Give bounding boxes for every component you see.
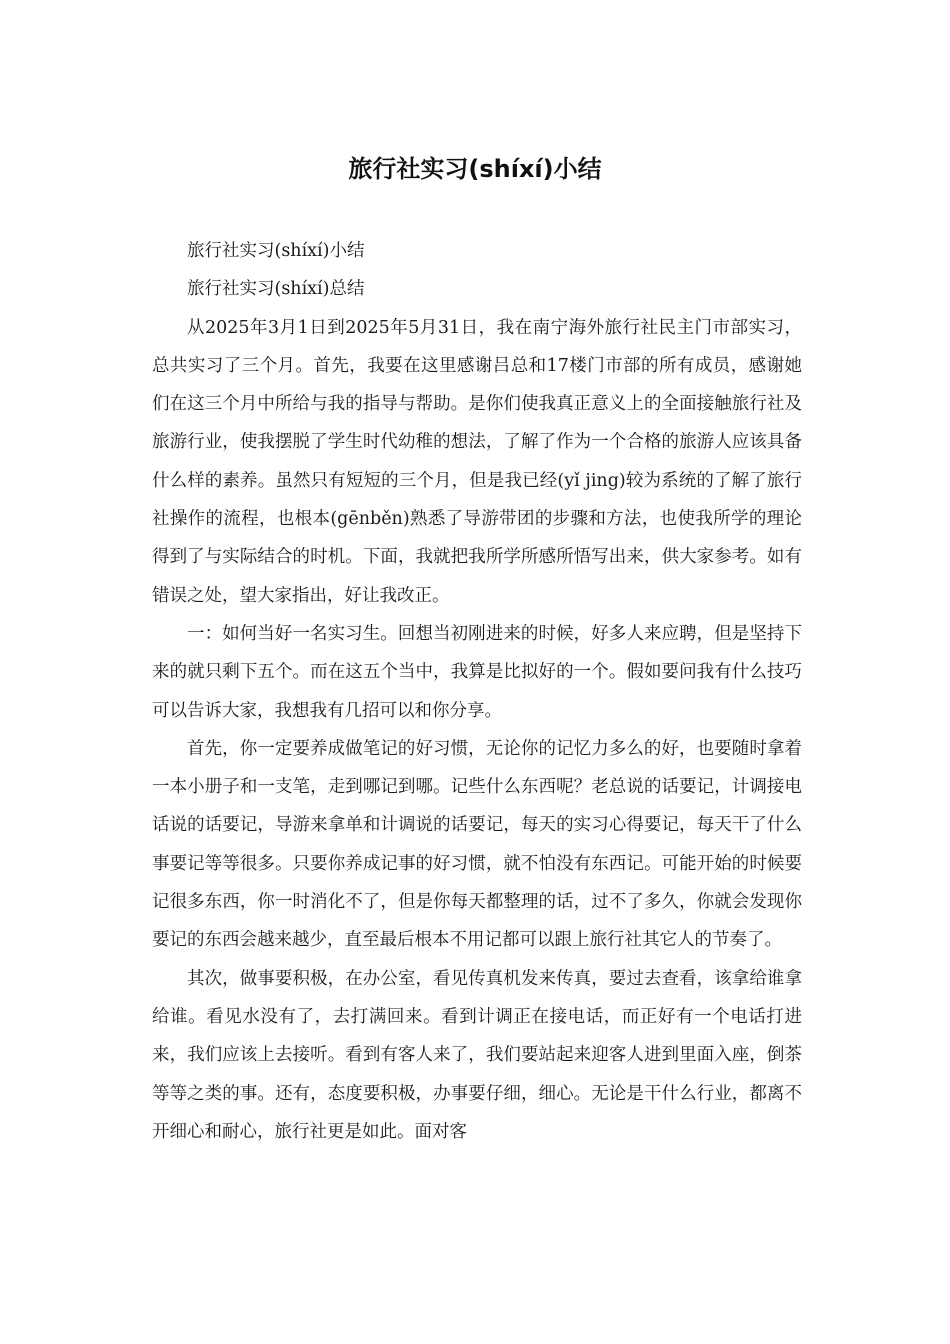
paragraph-subtitle-total: 旅行社实习(shíxí)总结: [187, 279, 365, 300]
document-body: [152, 232, 802, 1151]
paragraph-introduction: 从2025年3月1日到2025年5月31日，我在南宁海外旅行社民主门市部实习，总共实习了三个月。首先，我要在这里感谢吕总和17楼门市部的所有成员，感谢她们在这三个月中所给与我的指导与帮助。是你们使我真正意义上的全面接触旅行社及旅游行业，使我摆脱了学生时代幼稚的想法，了解了作为一个合格的旅游人应该具备什么样的素养。虽然只有短短的三个月，但是我已经(yǐ jing)较为系统的了解了旅行社操作的流程，也根本(gēnběn)熟悉了导游带团的步骤和方法，也使我所学的理论得到了与实际结合的时机。下面，我就把我所学所感所悟写出来，供大家参考。如有错误之处，望大家指出，好让我改正。: [152, 317, 802, 606]
paragraph-section-one: 一：如何当好一名实习生。回想当初刚进来的时候，好多人来应聘，但是坚持下来的就只剩下五个。而在这五个当中，我算是比拟好的一个。假如要问我有什么技巧可以告诉大家，我想我有几招可以和你分享。: [152, 623, 802, 721]
paragraph-subtitle-summary: 旅行社实习(shíxí)小结: [187, 241, 365, 261]
document-title: 旅行社实习(shíxí)小结: [348, 155, 602, 183]
paragraph-be-proactive: 其次，做事要积极，在办公室，看见传真机发来传真，要过去查看，该拿给谁拿给谁。看见水没有了，去打满回来。看到计调正在接电话，而正好有一个电话打进来，我们应该上去接听。看到有客人来了，我们要站起来迎客人进到里面入座，倒茶等等之类的事。还有，态度要积极，办事要仔细，细心。无论是干什么行业，都离不开细心和耐心，旅行社更是如此。面对客: [152, 968, 802, 1142]
paragraph-note-taking: 首先，你一定要养成做笔记的好习惯，无论你的记忆力多么的好，也要随时拿着一本小册子和一支笔，走到哪记到哪。记些什么东西呢？老总说的话要记，计调接电话说的话要记，导游来拿单和计调说的话要记，每天的实习心得要记，每天干了什么事要记等等很多。只要你养成记事的好习惯，就不怕没有东西记。可能开始的时候要记很多东西，你一时消化不了，但是你每天都整理的话，过不了多久，你就会发现你要记的东西会越来越少，直至最后根本不用记都可以跟上旅行社其它人的节奏了。: [152, 738, 802, 951]
